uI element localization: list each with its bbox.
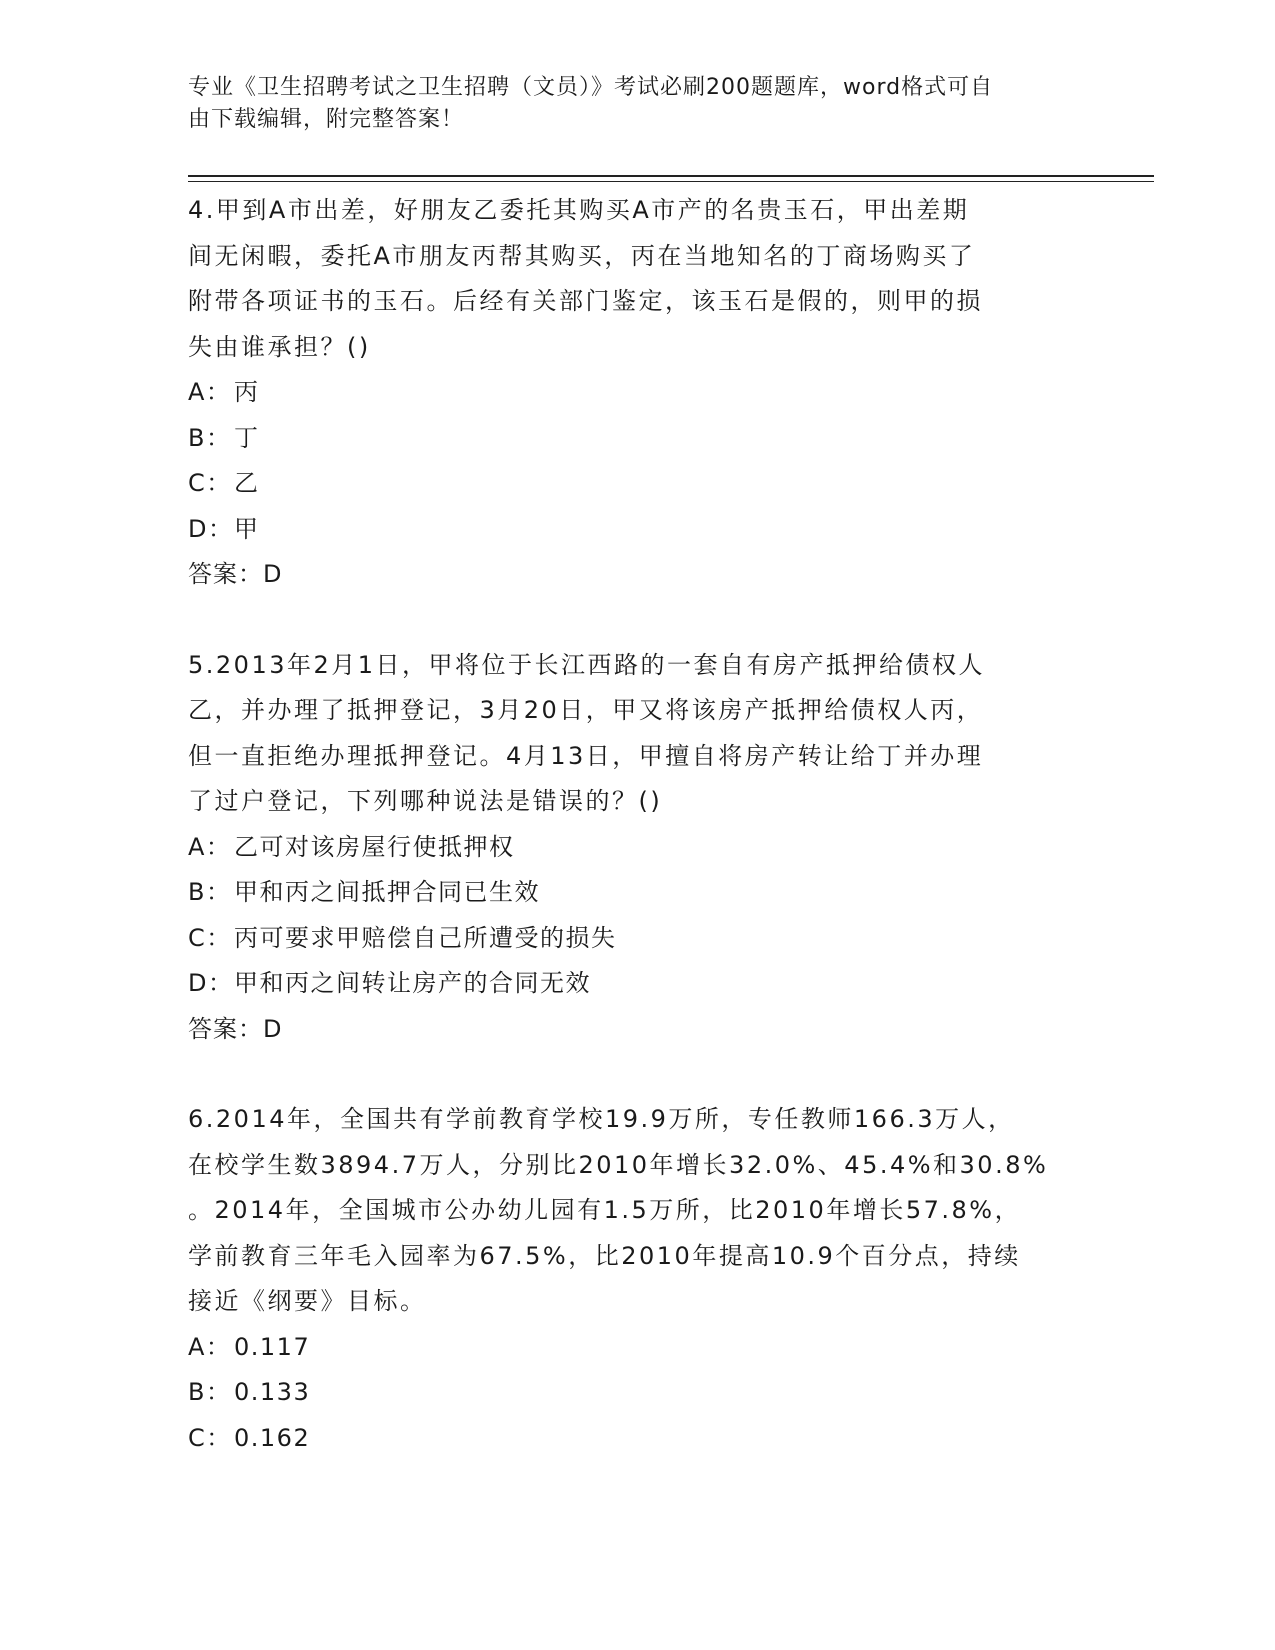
option-a bbox=[188, 1325, 1088, 1371]
option-c bbox=[188, 1416, 1088, 1462]
option-text: 丙可要求甲赔偿自己所遭受的损失 bbox=[234, 923, 617, 952]
option-a bbox=[188, 370, 1088, 416]
question-stem-line: 。2014年，全国城市公办幼儿园有1.5万所，比2010年增长57.8%， bbox=[188, 1196, 1022, 1224]
option-key: D： bbox=[188, 969, 234, 997]
question-stem-line: 6.2014年，全国共有学前教育学校19.9万所，专任教师166.3万人， bbox=[188, 1105, 1015, 1133]
spacer bbox=[188, 598, 1088, 643]
option-text: 丁 bbox=[234, 423, 260, 452]
question-stem-line: 间无闲暇，委托A市朋友丙帮其购买，丙在当地知名的丁商场购买了 bbox=[188, 241, 976, 270]
option-text: 乙可对该房屋行使抵押权 bbox=[234, 832, 515, 861]
option-key: C： bbox=[188, 923, 232, 952]
option-key: A： bbox=[188, 1332, 232, 1361]
question-stem-line: 5.2013年2月1日，甲将位于长江西路的一套自有房产抵押给债权人 bbox=[188, 650, 986, 679]
question-stem-line: 接近《纲要》目标。 bbox=[188, 1287, 427, 1315]
option-text: 乙 bbox=[234, 469, 260, 497]
option-text: 0.162 bbox=[234, 1423, 311, 1452]
header-divider-thin bbox=[188, 181, 1154, 182]
question-stem bbox=[188, 1097, 1088, 1325]
question-6 bbox=[188, 1097, 1088, 1461]
option-b bbox=[188, 416, 1088, 462]
question-stem-line: 学前教育三年毛入园率为67.5%，比2010年提高10.9个百分点，持续 bbox=[188, 1241, 1021, 1270]
option-d bbox=[188, 961, 1088, 1007]
option-text: 甲和丙之间转让房产的合同无效 bbox=[234, 969, 591, 997]
question-stem bbox=[188, 643, 1088, 825]
option-b bbox=[188, 870, 1088, 916]
header-line-2: 由下载编辑，附完整答案！ bbox=[188, 107, 465, 132]
option-c bbox=[188, 916, 1088, 962]
question-stem-line: 乙，并办理了抵押登记，3月20日，甲又将该房产抵押给债权人丙， bbox=[188, 696, 984, 724]
option-text: 0.133 bbox=[234, 1378, 311, 1406]
answer: 答案：D bbox=[188, 560, 283, 588]
question-stem-line: 4.甲到A市出差，好朋友乙委托其购买A市产的名贵玉石，甲出差期 bbox=[188, 196, 970, 224]
option-key: C： bbox=[188, 1423, 232, 1452]
question-stem bbox=[188, 188, 1088, 370]
question-stem-line: 附带各项证书的玉石。后经有关部门鉴定，该玉石是假的，则甲的损 bbox=[188, 287, 983, 315]
option-key: B： bbox=[188, 1378, 232, 1406]
question-5 bbox=[188, 643, 1088, 1053]
header-line-1: 专业《卫生招聘考试之卫生招聘（文员）》考试必刷200题题库，word格式可自 bbox=[188, 75, 994, 100]
option-key: A： bbox=[188, 378, 232, 406]
option-d bbox=[188, 507, 1088, 553]
option-text: 甲 bbox=[234, 514, 260, 543]
option-key: B： bbox=[188, 423, 232, 452]
question-stem-line: 在校学生数3894.7万人，分别比2010年增长32.0%、45.4%和30.8% bbox=[188, 1150, 1049, 1179]
spacer bbox=[188, 1052, 1088, 1097]
option-text: 甲和丙之间抵押合同已生效 bbox=[234, 878, 540, 906]
option-key: B： bbox=[188, 878, 232, 906]
option-b bbox=[188, 1370, 1088, 1416]
question-stem-line: 了过户登记，下列哪种说法是错误的？() bbox=[188, 787, 663, 815]
question-stem-line: 失由谁承担？() bbox=[188, 332, 371, 361]
question-stem-line: 但一直拒绝办理抵押登记。4月13日，甲擅自将房产转让给丁并办理 bbox=[188, 741, 984, 770]
question-list bbox=[188, 188, 1088, 1461]
option-key: C： bbox=[188, 469, 232, 497]
option-a bbox=[188, 825, 1088, 871]
question-4 bbox=[188, 188, 1088, 598]
option-c bbox=[188, 461, 1088, 507]
option-key: A： bbox=[188, 832, 232, 861]
answer: 答案：D bbox=[188, 1014, 283, 1043]
header-divider-thick bbox=[188, 175, 1154, 177]
option-text: 丙 bbox=[234, 378, 260, 406]
option-text: 0.117 bbox=[234, 1332, 311, 1361]
document-header bbox=[188, 72, 1088, 136]
option-key: D： bbox=[188, 514, 234, 543]
